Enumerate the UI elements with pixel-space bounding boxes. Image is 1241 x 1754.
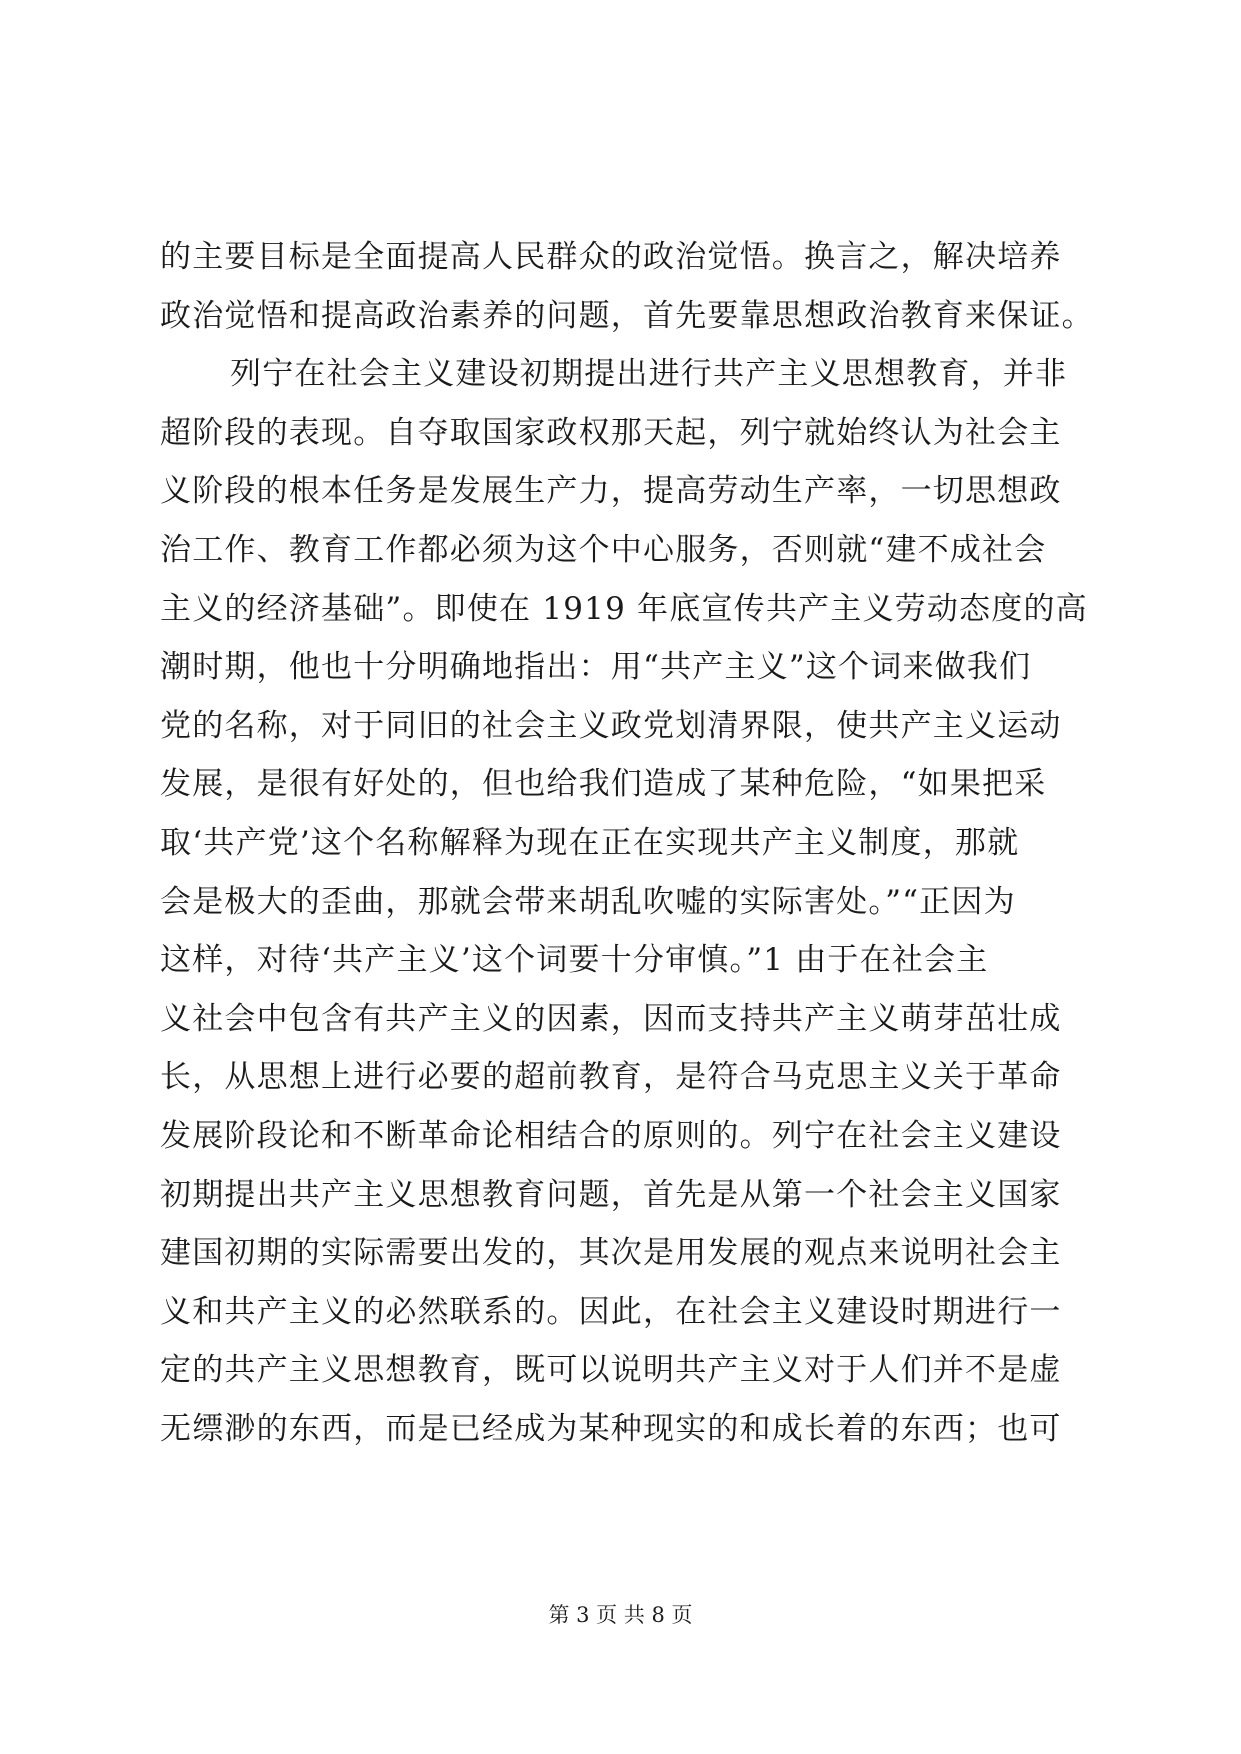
text-line: 义社会中包含有共产主义的因素，因而支持共产主义萌芽茁壮成 [160,1000,1062,1037]
text-line: 义和共产主义的必然联系的。因此，在社会主义建设时期进行一 [160,1293,1062,1330]
text-line: 主义的经济基础”。即使在 1919 年底宣传共产主义劳动态度的高 [160,590,1088,627]
text-line: 取‘共产党’这个名称解释为现在正在实现共产主义制度，那就 [160,824,1020,861]
text-line: 的主要目标是全面提高人民群众的政治觉悟。换言之，解决培养 [160,239,1062,275]
text-line: 超阶段的表现。自夺取国家政权那天起，列宁就始终认为社会主 [160,414,1062,451]
page-number-footer: 第 3 页 共 8 页 [548,1603,693,1627]
text-line: 建国初期的实际需要出发的，其次是用发展的观点来说明社会主 [160,1235,1062,1272]
text-line: 初期提出共产主义思想教育问题，首先是从第一个社会主义国家 [160,1176,1062,1213]
text-line: 政治觉悟和提高政治素养的问题，首先要靠思想政治教育来保证。 [160,297,1094,334]
text-line: 潮时期，他也十分明确地指出：用“共产主义”这个词来做我们 [160,649,1032,686]
text-line: 发展，是很有好处的，但也给我们造成了某种危险，“如果把采 [160,766,1047,803]
text-line: 长，从思想上进行必要的超前教育，是符合马克思主义关于革命 [160,1059,1062,1096]
text-line: 义阶段的根本任务是发展生产力，提高劳动生产率，一切思想政 [160,473,1062,510]
text-line: 无缥渺的东西，而是已经成为某种现实的和成长着的东西；也可 [160,1410,1062,1447]
text-line: 治工作、教育工作都必须为这个中心服务，否则就“建不成社会 [160,531,1047,568]
text-line: 列宁在社会主义建设初期提出进行共产主义思想教育，并非 [230,356,1068,393]
document-body [160,228,1094,1458]
text-line: 定的共产主义思想教育，既可以说明共产主义对于人们并不是虚 [160,1352,1062,1389]
text-line: 党的名称，对于同旧的社会主义政党划清界限，使共产主义运动 [160,707,1062,744]
text-line: 这样，对待‘共产主义’这个词要十分审慎。”1 由于在社会主 [160,942,989,979]
text-line: 会是极大的歪曲，那就会带来胡乱吹嘘的实际害处。”“正因为 [160,883,1016,920]
text-line: 发展阶段论和不断革命论相结合的原则的。列宁在社会主义建设 [160,1117,1062,1154]
